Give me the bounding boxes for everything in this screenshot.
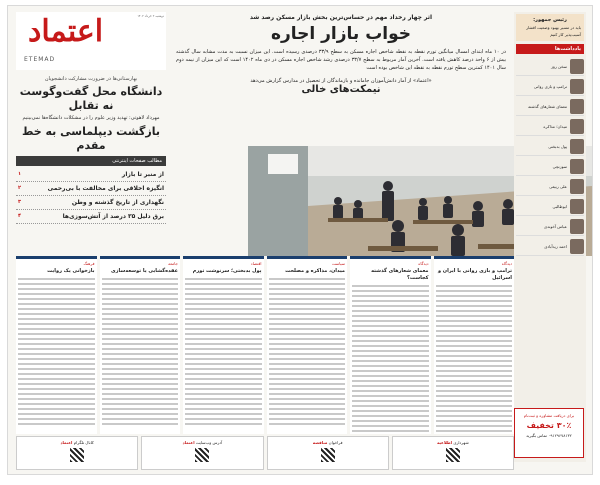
article-tag: جامعه [168,261,178,266]
list-item-text: نگهداری از تاریخ گذشته و وطن [71,199,164,206]
president-box[interactable] [516,14,584,41]
article-tag: فرهنگ [83,261,95,266]
article-title: معمای شعارهای گذشته کجاست؟ [371,268,429,281]
article-column[interactable] [434,256,515,434]
list-item[interactable] [16,196,166,210]
columnist-entry[interactable] [516,97,584,116]
ad-text: کانال تلگرام [73,440,94,445]
article-tag: دیدگاه [501,261,512,266]
columnist-entry[interactable] [516,157,584,176]
article-column[interactable] [16,256,97,434]
columnist-name: علی ربیعی [549,183,567,189]
photo-headline[interactable]: نیمکت‌های خالی [301,84,381,95]
article-text [102,278,179,425]
article-tag: اقتصاد [250,261,262,266]
advertisement[interactable] [267,436,389,470]
list-item-text: انگیزه اخلاقی برای مخالفت با بی‌رحمی [47,185,164,192]
masthead [16,12,166,70]
newspaper-page [7,5,593,475]
list-item-text: از منبر تا بازار [121,171,164,178]
article-title: میدان، مذاکره و مصلحت [285,268,345,274]
bottom-articles [16,256,514,434]
columnist-entry[interactable] [516,237,584,256]
bottom-ads [16,436,514,470]
article-column[interactable] [183,256,264,434]
left-headline-university[interactable]: دانشگاه محل گفت‌وگوست نه تقابل [19,85,163,112]
article-text [18,278,95,425]
newspaper-logo[interactable]: اعتماد [28,14,104,49]
ad-text: شهرداری [453,440,469,445]
main-lead: در ۱۰ ماه ابتدای امسال میانگین تورم نقطه به نقطه شاخص اجاره مسکن به سطح ۳۳/۹ درصدی رسیده است. این میزان نسبت به مدت مشابه سال گذشته بیش از ۶ واحد درصد کاهش یافته است. آخرین آمار مربوط به سطح ۳۳/۷ درصدی رشد شاخص اجاره مسکن در دی ماه ۱۴۰۲ است که این میزان از نیمه دوم سال ۱۴۰۱ کمترین سطح تورم نقطه به نقطه این شاخص بوده است [176,49,506,71]
center-column [170,12,512,95]
notes-band: یادداشت‌ها [516,44,584,54]
ad-highlight: مناقصه [312,440,328,445]
columnist-entry[interactable] [516,197,584,216]
left-kicker: بهارستانی‌ها در ضرورت مشارکت دانشجویان [44,76,138,82]
columnist-entry[interactable] [516,137,584,156]
article-title: ترامپ و بازی روانی با ایران و اسرائیل [437,268,512,281]
article-column[interactable] [350,256,431,434]
article-title: بازخوانی یک روایت [47,268,95,274]
article-title: عقده‌گشایی یا توسعه‌سازی [111,268,178,274]
columnist-photo [570,79,584,94]
qr-code-icon [446,448,460,462]
qr-code-icon [321,448,335,462]
right-ad-line: برای دریافت مشاوره و ثبت‌نام [523,413,575,418]
columnist-entry[interactable] [516,57,584,76]
main-kicker: اثر چهار رخداد مهم در حساس‌ترین بخش بازار مسکن رصد شد [249,14,433,21]
ad-highlight: اطلاعیه [437,440,453,445]
columnist-name: ابوطالبی [552,203,567,209]
columnist-photo [570,139,584,154]
columnist-name: معمای شعارهای گذشته [528,103,567,109]
ad-highlight: اعتماد [60,440,73,445]
right-ad-phone: ۰۹۱۲۹۶۷۸۱۳۲ تماس بگیرید [526,433,572,438]
list-item-number: ۴ [18,213,22,219]
columnist-photo [570,99,584,114]
columnist-photo [570,219,584,234]
article-text [185,278,262,425]
columnist-photo [570,159,584,174]
right-ad-discount: ۳۰٪ تخفیف [526,421,572,430]
issue-date: دوشنبه ۲ خرداد ۱۴۰۲ [137,14,164,18]
columnist-name: عباس آخوندی [544,223,567,229]
president-box-text: باید در مسیر بهبود وضعیت اقشار آسیب‌پذیر کار کنیم [526,25,581,37]
columnist-name: پول بدبختی [548,143,567,149]
columnist-name: سوزنچی [552,163,567,169]
left-subheadline: مهرداد لاهوتی: تهدید وزیر علوم را در مشکلات دانشگاه‌ها نمی‌بینیم [22,115,160,121]
right-advertisement[interactable] [514,408,584,458]
article-tag: سیاست [331,261,345,266]
columnist-name: میدان؛ مذاکره [543,123,567,129]
columnist-name: ترامپ و بازی روانی [533,83,567,89]
columnist-photo [570,199,584,214]
columnist-name: سخن روز [550,63,567,69]
newspaper-logo-latin: ETEMAD [24,56,56,63]
columnist-entry[interactable] [516,177,584,196]
qr-code-icon [195,448,209,462]
advertisement[interactable] [141,436,263,470]
advertisement[interactable] [392,436,514,470]
article-column[interactable] [267,256,348,434]
advertisement[interactable] [16,436,138,470]
columnist-photo [570,239,584,254]
ad-text: فراخوان [328,440,343,445]
list-item-number: ۲ [18,185,22,191]
list-item-number: ۱ [18,171,22,177]
qr-code-icon [70,448,84,462]
columnist-entry[interactable] [516,217,584,236]
ad-text: آدرس وب‌سایت [195,440,223,445]
right-column [514,12,586,462]
article-text [436,285,513,432]
online-list [16,168,166,224]
left-column [16,74,166,252]
list-item-text: برق دلیل ۳۵ درصد از آتش‌سوزی‌ها [62,213,164,220]
article-title: پول بدبختی؛ سرنوشت تورم [192,268,262,274]
online-section-band: مطالب صفحات اینترنتی [16,156,166,166]
article-column[interactable] [100,256,181,434]
president-box-title: رئیس جمهور: [533,17,567,23]
columnist-photo [570,59,584,74]
columnist-entry[interactable] [516,117,584,136]
columnist-name: احمد زیدآبادی [544,243,567,249]
photo-kicker: «اعتماد» از آمار دانش‌آموزان جامانده و بازماندگان از تحصیل در مدارس گزارش می‌دهد [250,78,432,84]
columnist-photo [570,119,584,134]
article-tag: دیدگاه [418,261,429,266]
list-item[interactable] [16,210,166,224]
left-headline-diplomacy[interactable]: بازگشت دیپلماسی به خط مقدم [21,125,161,152]
columnist-photo [570,179,584,194]
article-text [269,278,346,425]
columnist-entry[interactable] [516,77,584,96]
article-text [352,285,429,432]
list-item-number: ۳ [18,199,22,205]
list-item[interactable] [16,168,166,182]
ad-highlight: اعتماد [182,440,195,445]
main-headline[interactable]: خواب بازار اجاره [270,24,412,44]
list-item[interactable] [16,182,166,196]
